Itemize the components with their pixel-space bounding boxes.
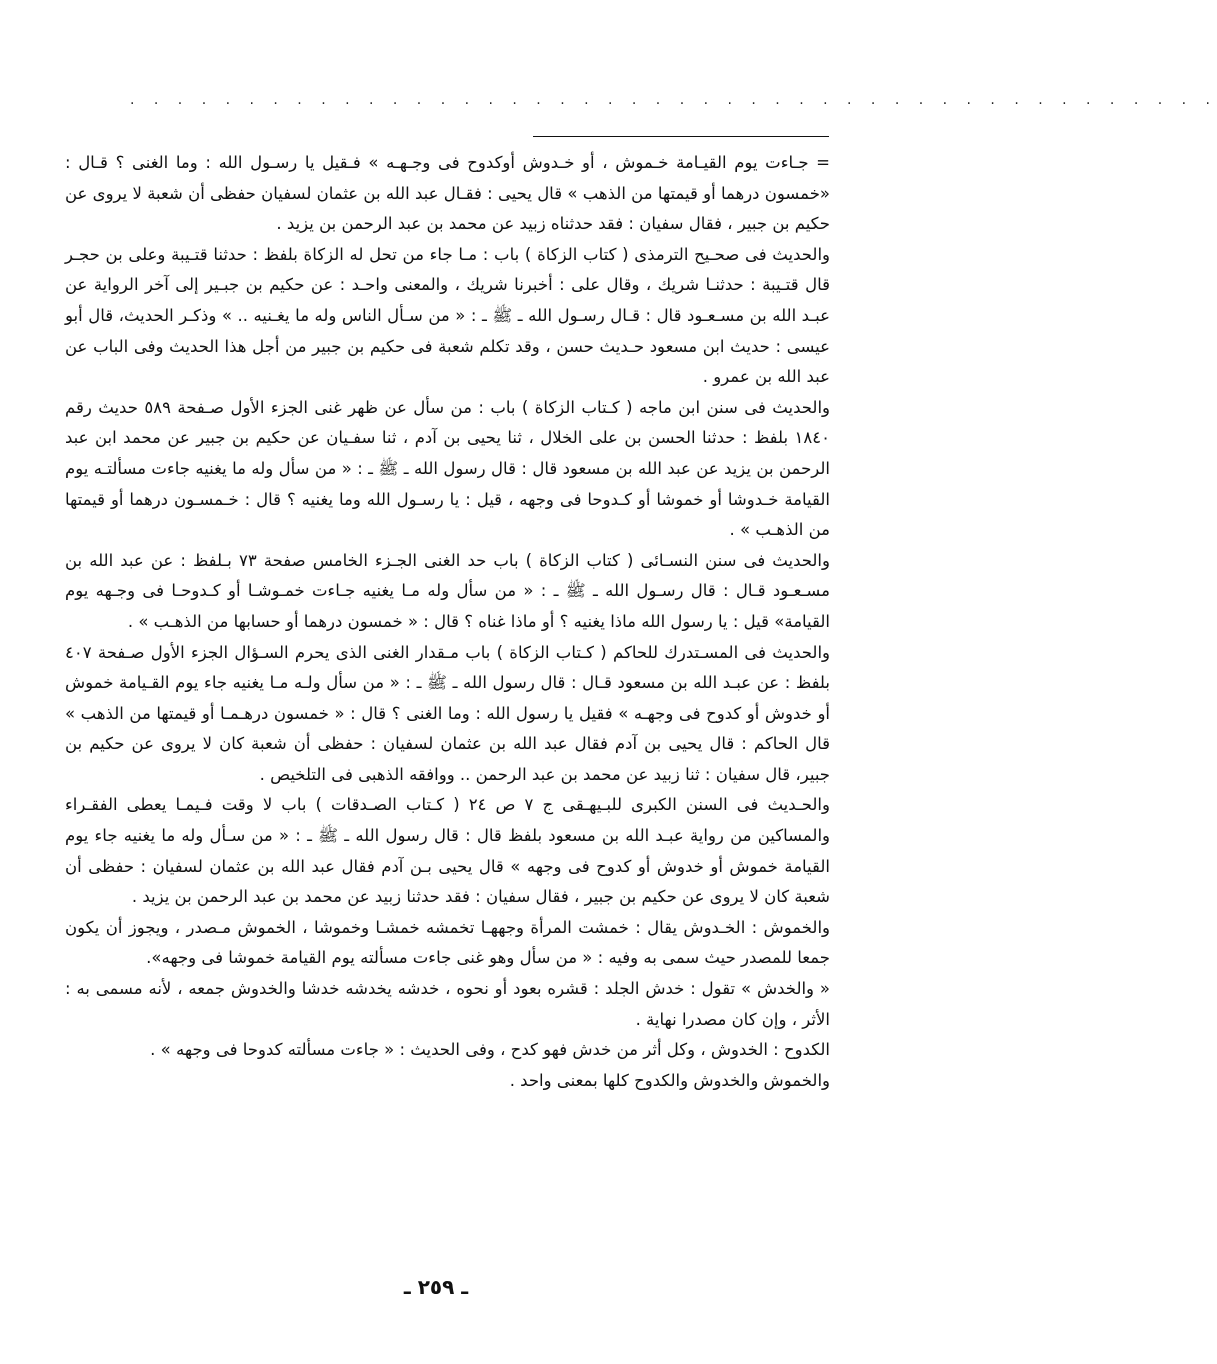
page-body <box>65 148 830 1096</box>
page-number: ـ ٢٥٩ ـ <box>403 1275 469 1299</box>
paragraph-conclusion: والخموش والخدوش والكدوح كلها بمعنى واحد . <box>509 1070 830 1090</box>
header-dotted-line: . . . . . . . . . . . . . . . . . . . . . . . . . . . . . . . . . . . . . . . . . . . . . . <box>130 92 1217 108</box>
paragraph-khumush-definition: والخموش : الخـدوش يقال : خمشت المرأة وجههـا تخمشه خمشـا وخموشا ، الخموش مـصدر ، ويجوز أن يكون جمعا للمصدر حيث سمى به وفيه : « من سأل وهو غنى جاءت مسألته يوم القيامة خموشا فى وجهه». <box>65 917 830 968</box>
paragraph-tirmidhi: والحديث فى صحـيح الترمذى ( كتاب الزكاة ) باب : مـا جاء من تحل له الزكاة بلفظ : حدثنا قتـيبة وعلى بن حجـر قال قتـيبة : حدثنـا شريك ، وقال على : أخبرنا شريك ، والمعنى واحـد : عن حكيم بن جبـير إلى آخر الرواية عن عبـد الله بن مسـعـود قال : قـال رسـول الله ـ ﷺ ـ : « من سـأل الناس وله ما يغـنيه .. » وذكـر الحديث، قال أبو عيسى : حديث ابن مسعود حـديث حسن ، وقد تكلم شعبة فى حكيم بن جبير من أجل هذا الحديث وفى الباب عن عبد الله بن عمرو . <box>65 244 830 387</box>
paragraph-nasai: والحديث فى سنن النسـائى ( كتاب الزكاة ) باب حد الغنى الجـزء الخامس صفحة ٧٣ بـلفظ : عن عبد الله بن مسـعـود قـال : قال رسـول الله ـ ﷺ ـ : « من سأل وله مـا يغنيه جـاءت خمـوشـا أو كـدوحـا فى وجـهه يوم القيامة» قيل : يا رسول الله ماذا يغنيه ؟ أو ماذا غناه ؟ قال : « خمسون درهما أو حسابها من الذهـب » . <box>65 550 830 631</box>
paragraph-kudooh-definition: الكدوح : الخدوش ، وكل أثر من خدش فهو كدح ، وفى الحديث : « جاءت مسألته كدوحا فى وجهه » . <box>150 1040 830 1060</box>
paragraph-ibn-majah: والحديث فى سنن ابن ماجه ( كـتاب الزكاة ) باب : من سأل عن ظهر غنى الجزء الأول صـفحة ٥٨٩ حديث رقم ١٨٤٠ بلفظ : حدثنا الحسن بن على الخلال ، ثنا يحيى بن آدم ، ثنا سفـيان عن حكيم بن جبير عن محمد ابن عبد الرحمن بن يزيد عن عبد الله بن مسعود قال : قال رسول الله ـ ﷺ ـ : « من سأل وله ما يغنيه جاءت مسألتـه يوم القيامة خـدوشا أو خموشا أو كـدوحا فى وجهه ، قيل : يا رسـول الله وما يغنيه ؟ قال : خـمسـون درهما أو قيمتها من الذهـب » . <box>65 397 830 540</box>
footnote-separator-rule <box>533 136 829 137</box>
paragraph-khadsh-definition: « والخدش » تقول : خدش الجلد : قشره بعود أو نحوه ، خدشه يخدشه خدشا والخدوش جمعه ، لأنه مسمى به : الأثر ، وإن كان مصدرا نهاية . <box>65 979 830 1029</box>
paragraph-hadith-continuation: = جـاءت يوم القيـامة خـموش ، أو خـدوش أوكدوح فى وجـهـه » فـقيل يا رسـول الله : وما الغنى ؟ قـال : «خمسون درهما أو قيمتها من الذهب » قال يحيى : فقـال عبد الله بن عثمان لسفيان حفظى أن شعبة لا يروى عن حكيم بن جبير ، فقال سفيان : فقد حدثناه زبيد عن محمد بن عبد الرحمن بن يزيد . <box>65 153 830 234</box>
paragraph-hakim: والحديث فى المسـتدرك للحاكم ( كـتاب الزكاة ) باب مـقدار الغنى الذى يحرم السـؤال الجزء الأول صـفحة ٤٠٧ بلفظ : عن عبـد الله بن مسعود قـال : قال رسول الله ـ ﷺ ـ : « من سأل ولـه مـا يغنيه جاء يوم القـيامة خموش أو خدوش أو كدوح فى وجهـه » فقيل يا رسول الله : وما الغنى ؟ قال : « خمسون درهـمـا أو قيمتها من الذهب » قال الحاكم : قال يحيى بن آدم فقال عبد الله بن عثمان لسفيان : حفظى أن شعبة كان لا يروى عن حكيم بن جبير، قال سفيان : ثنا زبيد عن محمد بن عبد الرحمن .. ووافقه الذهبى فى التلخيص . <box>65 642 830 784</box>
paragraph-bayhaqi: والحـديث فى السنن الكبرى للبـيهـقى ج ٧ ص ٢٤ ( كـتاب الصـدقات ) باب لا وقت فـيمـا يعطى الفقـراء والمساكين من رواية عبـد الله بن مسعود بلفظ قال : قال رسول الله ـ ﷺ ـ : « من سـأل وله ما يغنيه جاء يوم القيامة خموش أو خدوش أو كدوح فى وجهه » قال يحيى بـن آدم فقال عبد الله بن عثمان لسفيان : حفظى أن شعبة كان لا يروى عن حكيم بن جبير ، فقال سفيان : فقد حدثنا زبيد عن محمد بن عبد الرحمن بن يزيد . <box>65 795 830 907</box>
